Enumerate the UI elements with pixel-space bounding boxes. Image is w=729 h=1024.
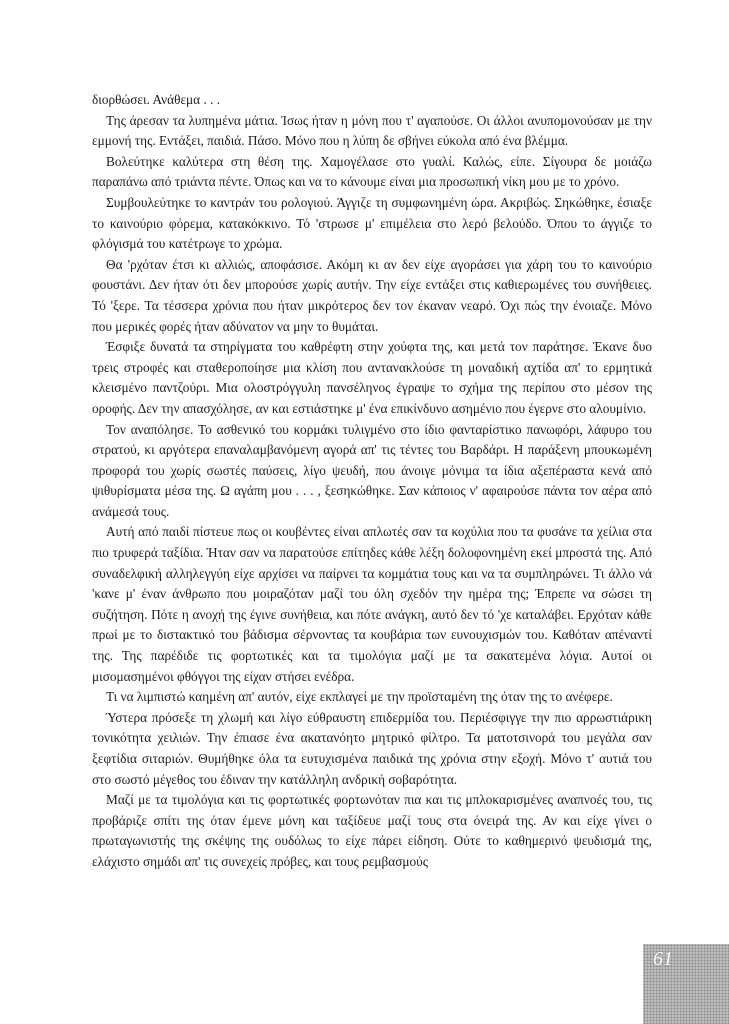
paragraph: Τι να λιμπιστώ καημένη απ' αυτόν, είχε εκπλαγεί με την προϊσταμένη της όταν της το ανέφερε.: [106, 689, 613, 705]
paragraph: Μαζί με τα τιμολόγια και τις φορτωτικές φορτωνόταν πια και τις μπλοκαρισμένες αναπνοές του, τις προβάριζε σπίτι της όταν έμενε μόνη και ταξίδευε μαζί τους στα όνειρά της. Αν και είχε γίνει ο πρωταγωνιστής της σκέψης της ουδόλως το είχε πάρει είδηση. Ούτε το καθημερινό ψευδισμά της, ελάχιστο σημάδι απ' τις συνεχείς πρόβες, και τους ρεμβασμούς: [92, 792, 652, 869]
paragraph: Της άρεσαν τα λυπημένα μάτια. Ίσως ήταν η μόνη που τ' αγαπούσε. Οι άλλοι ανυπομονούσαν με την εμμονή της. Εντάξει, παιδιά. Πάσο. Μόνο που η λύπη δε σβήνει εύκολα από ένα βλέμμα.: [92, 112, 652, 149]
paragraph: Αυτή από παιδί πίστευε πως οι κουβέντες είναι απλωτές σαν τα κοχύλια που τα φυσάνε τα χείλια στα πιο τρυφερά ταξίδια. Ήταν σαν να παρατούσε επίτηδες κάθε λέξη δολοφονημένη εκεί μπροστά της. Από συναδελφική αλληλεγγύη είχε αρχίσει να παίρνει τα κομμάτια τους και να τα συμπληρώνει. Τι άλλο νά 'κανε μ' έναν άνθρωπο που μοιραζόταν μαζί του όλη σχεδόν την ημέρα της; Έπρεπε να σώσει τη συζήτηση. Πότε η ανοχή της έγινε συνήθεια, και πότε ανάγκη, αυτό δεν τό 'χε καταλάβει. Ερχόταν κάθε πρωί με το διστακτικό του βάδισμα σέρνοντας τα κουβάρια των ευνουχισμών του. Καθόταν απέναντί της. Της παρέδιδε τις φορτωτικές και τα τιμολόγια μαζί με τα σακατεμένα λόγια. Αυτοί οι μισομασημένοι φθόγγοι της είχαν στήσει ενέδρα.: [92, 524, 652, 684]
paragraph: Βολεύτηκε καλύτερα στη θέση της. Χαμογέλασε στο γυαλί. Καλώς, είπε. Σίγουρα δε μοιάζω παραπάνω από τριάντα πέντε. Όπως και να το κάνουμε είναι μια προσωπική νίκη μου με το χρόνο.: [92, 153, 652, 190]
page-number: 61: [653, 948, 673, 970]
paragraph: Έσφιξε δυνατά τα στηρίγματα του καθρέφτη στην χούφτα της, και μετά τον παράτησε. Έκανε δυο τρεις στροφές και σταθεροποίησε μια κλίση που αντανακλούσε τη μοναδική αχτίδα απ' το ερμητικά κλεισμένο παντζούρι. Μια ολοστρόγγυλη πανσέληνος έγραψε το σχήμα της περίπου στο μέσον της οροφής. Δεν την απασχόλησε, αν και εστιάστηκε μ' ένα επικίνδυνο ασημένιο που έγερνε στο αλουμίνιο.: [92, 339, 652, 416]
paragraph: διορθώσει. Ανάθεμα . . .: [92, 92, 221, 107]
paragraph: Τον αναπόλησε. Το ασθενικό του κορμάκι τυλιγμένο στο ίδιο φανταρίστικο πανωφόρι, λάφυρο του στρατού, κι αργότερα επαναλαμβανόμενη αγορά απ' τις τέντες του Βαρδάρι. Η παράξενη μπουκωμένη προφορά του χωρίς σωστές παύσεις, λίγο ψευδή, που άνοιγε μόνιμα τα ίδια αξεπέραστα κενά από ψιθυρίσματα μέσα της. Ω αγάπη μου . . . , ξεσηκώθηκε. Σαν κάποιος ν' αφαιρούσε πάντα τον αέρα από ανάμεσά τους.: [92, 421, 652, 519]
paragraph: Θα 'ρχόταν έτσι κι αλλιώς, αποφάσισε. Ακόμη κι αν δεν είχε αγοράσει για χάρη του το καινούριο φουστάνι. Δεν ήταν ότι δεν μπορούσε χωρίς αυτήν. Την είχε εντάξει στις καθιερωμένες του συνήθειες. Τό 'ξερε. Τα τέσσερα χρόνια που ήταν μικρότερος δεν τον έκαναν νεαρό. Όχι πώς την ένοιαζε. Μόνο που μερικές φορές ήταν αδύνατον να μην το θυμάται.: [92, 256, 652, 334]
paragraph: Ύστερα πρόσεξε τη χλωμή και λίγο εύθραυστη επιδερμίδα του. Περιέσφιγγε την πιο αρρωστιάρικη τονικότητα χειλιών. Την έπιασε ένα ακατανόητο μητρικό φίλτρο. Τα ματοτσινορά του μεγάλα σαν ξεφτίδια σιταριών. Θυμήθηκε όλα τα ευτυχισμένα παιδικά της χρόνια στην εξοχή. Μόνο τ' αυτιά του στο σωστό μέγεθος του έδιναν την κατάλληλη ανδρική σοβαρότητα.: [92, 709, 652, 787]
body-text: [92, 90, 652, 873]
paragraph: Συμβουλεύτηκε το καντράν του ρολογιού. Άγγιζε τη συμφωνημένη ώρα. Ακριβώς. Σηκώθηκε, έσιαξε το καινούριο φόρεμα, κατακόκκινο. Τό 'στρωσε μ' επιμέλεια στο λερό βελούδο. Όπου το άγγιζε το φλόγισμά του κατέτρωγε το χρώμα.: [92, 194, 652, 252]
page-number-box: [643, 944, 729, 1024]
